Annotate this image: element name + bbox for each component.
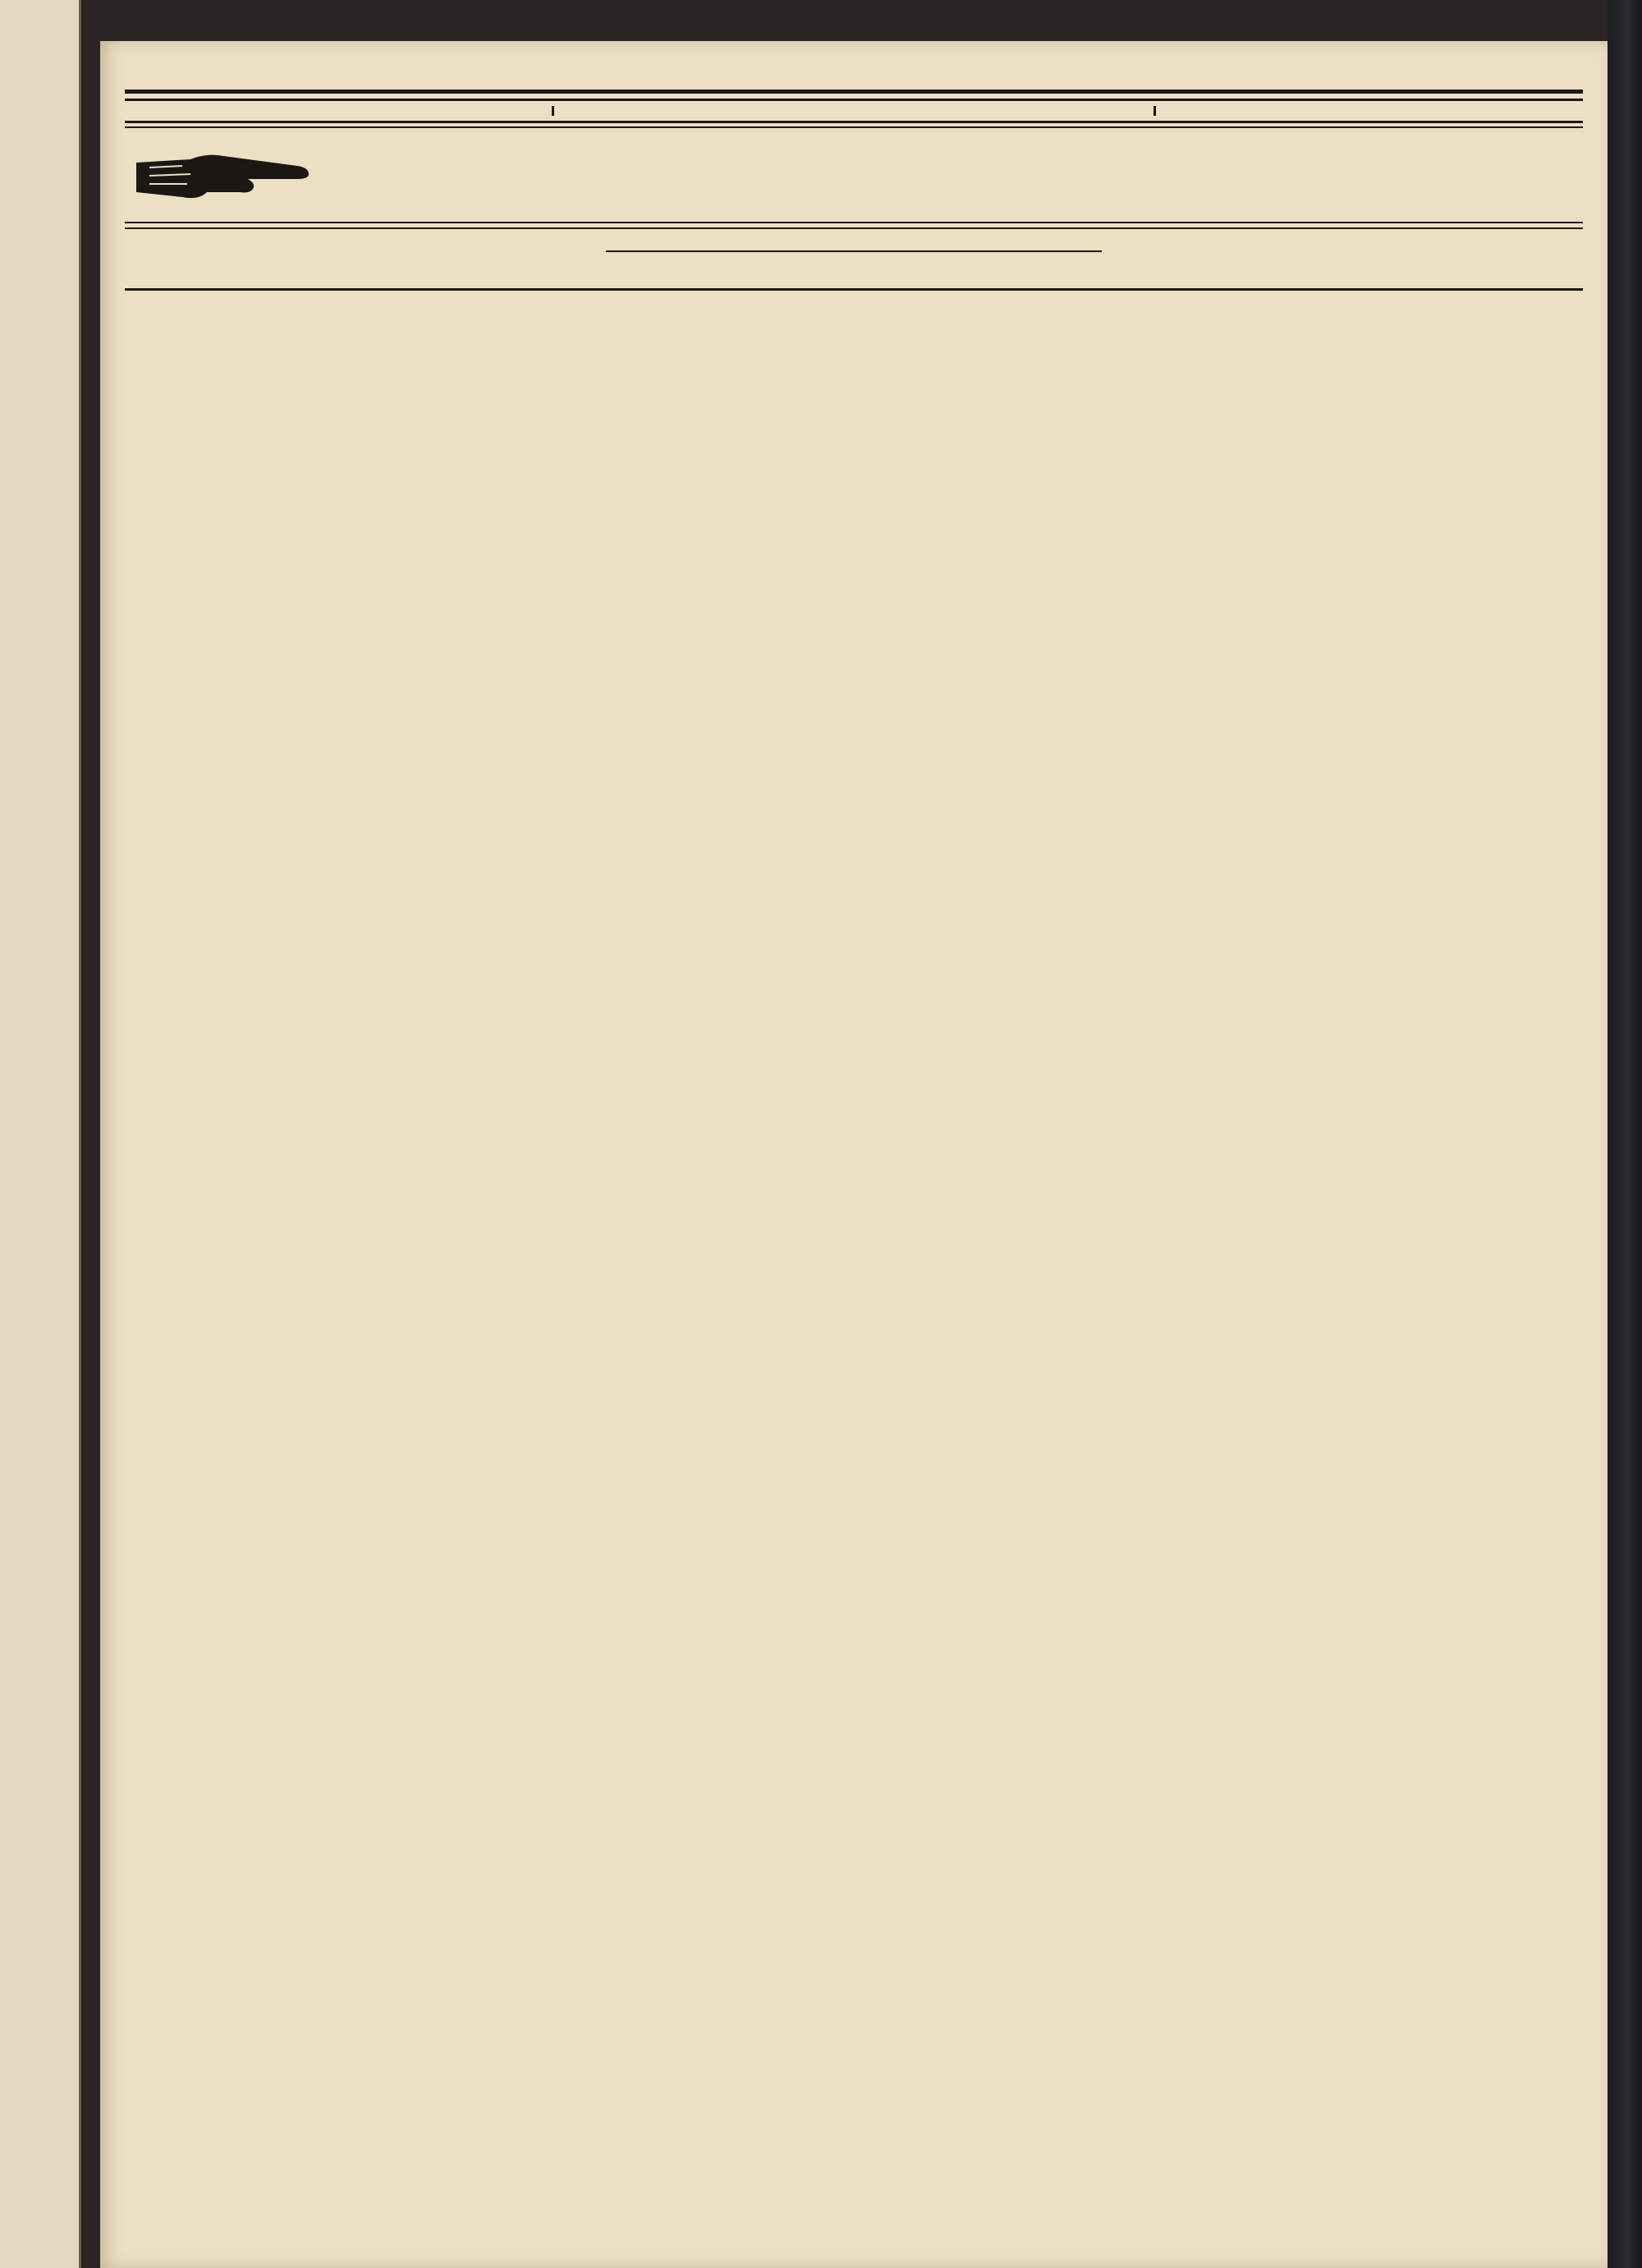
subscription-notice (125, 138, 1583, 212)
order-reminder (133, 138, 1583, 212)
book-binding (1608, 0, 1642, 2268)
divider (606, 250, 1102, 252)
dateline (125, 86, 1583, 94)
pointing-hand-icon (133, 138, 322, 212)
subhead-bar (125, 99, 1583, 123)
section-divider (125, 222, 1583, 229)
page-content (125, 86, 1583, 301)
subtitle (552, 106, 1156, 116)
previous-page-edge (0, 0, 81, 2268)
news-columns (125, 288, 1583, 301)
spacer (125, 265, 1583, 273)
newspaper-page (100, 41, 1608, 2268)
